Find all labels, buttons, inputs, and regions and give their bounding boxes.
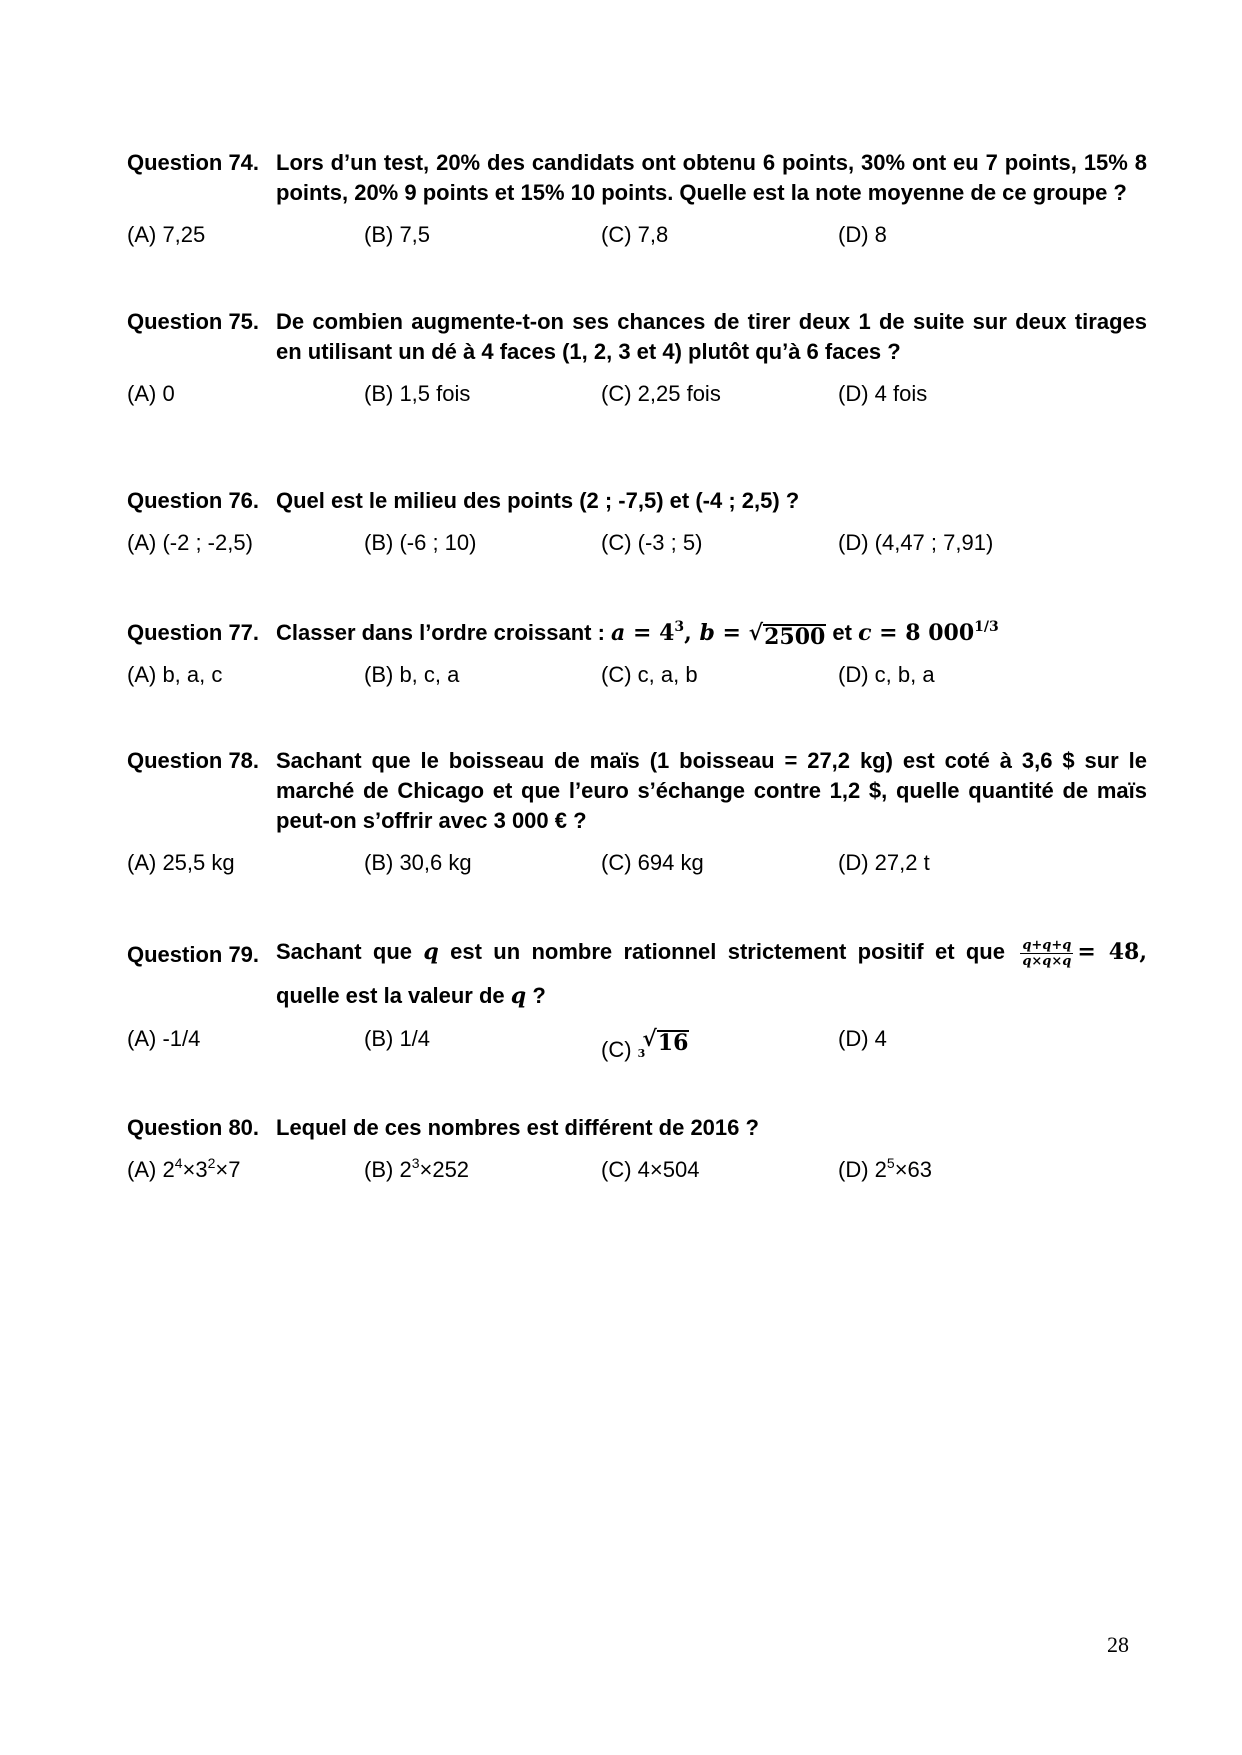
answer-b-exp: 3 bbox=[411, 1155, 420, 1171]
question-header bbox=[127, 148, 1147, 208]
math-expression-c bbox=[858, 620, 999, 646]
question-label: Question 76. bbox=[127, 488, 260, 513]
var-b: b bbox=[699, 620, 715, 646]
question-label: Question 74. bbox=[127, 150, 260, 175]
question-header bbox=[127, 486, 1147, 516]
text-part-2: est un nombre rationnel strictement positif et que bbox=[450, 939, 1005, 964]
answer-a: (A) 25,5 kg bbox=[127, 850, 235, 875]
answer-d: (D) 8 bbox=[838, 222, 887, 247]
answer-c-radicand: 16 bbox=[657, 1030, 689, 1056]
question-label: Question 79. bbox=[127, 942, 260, 967]
fraction-numerator: q+q+q bbox=[1022, 937, 1072, 953]
radical-icon: √ bbox=[642, 1026, 657, 1052]
equals-sign: = bbox=[871, 620, 906, 646]
square-root bbox=[749, 618, 827, 648]
answer-b bbox=[364, 1155, 601, 1185]
c-exponent: 1/3 bbox=[974, 619, 999, 635]
answer-a-mid: ×3 bbox=[182, 1157, 208, 1182]
answer-a bbox=[127, 1155, 364, 1185]
answer-c: (C) 7,8 bbox=[601, 222, 669, 247]
answer-options bbox=[127, 528, 1147, 558]
b-radicand: 2500 bbox=[764, 624, 826, 650]
answer-options bbox=[127, 379, 1147, 409]
question-text bbox=[276, 618, 1147, 648]
answer-a: (A) 0 bbox=[127, 381, 175, 406]
answer-c bbox=[601, 1155, 838, 1185]
var-a: a bbox=[611, 620, 626, 646]
question-header bbox=[127, 746, 1147, 836]
question-label: Question 75. bbox=[127, 309, 260, 334]
var-c: c bbox=[858, 620, 872, 646]
answer-options bbox=[127, 1024, 1147, 1065]
et-word: et bbox=[826, 620, 859, 645]
answer-a-exp1: 4 bbox=[174, 1155, 183, 1171]
answer-d bbox=[838, 1155, 1075, 1185]
question-header bbox=[127, 930, 1147, 1018]
c-base: 8 000 bbox=[905, 620, 975, 646]
answer-d: (D) 27,2 t bbox=[838, 850, 930, 875]
question-text: De combien augmente-t-on ses chances de tirer deux 1 de suite sur deux tirages en utilisant un dé à 4 faces (1, 2, 3 et 4) plutôt qu’à 6 faces ? bbox=[276, 309, 1147, 364]
answer-c: (C) 2,25 fois bbox=[601, 381, 721, 406]
answer-b-prefix: (B) 2 bbox=[364, 1157, 412, 1182]
question-79 bbox=[127, 930, 1147, 1065]
question-text: Sachant que le boisseau de maïs (1 boisseau = 27,2 kg) est coté à 3,6 $ sur le marché de Chicago et que l’euro s’échange contre 1,2 $, quelle quantité de maïs peut-on s’offrir avec 3 000 € ? bbox=[276, 748, 1147, 833]
answer-b-suffix: ×252 bbox=[419, 1157, 470, 1182]
cube-root: 3 √ 16 bbox=[637, 1026, 689, 1060]
question-text: Lequel de ces nombres est différent de 2016 ? bbox=[276, 1115, 759, 1140]
equals-sign: = bbox=[625, 620, 660, 646]
question-header bbox=[127, 618, 1147, 648]
answer-c-label: (C) bbox=[601, 1037, 632, 1062]
question-text-prefix: Classer dans l’ordre croissant : bbox=[276, 620, 605, 645]
separator: , bbox=[684, 620, 700, 646]
question-label: Question 80. bbox=[127, 1115, 260, 1140]
answer-a: (A) (-2 ; -2,5) bbox=[127, 530, 253, 555]
answer-a: (A) b, a, c bbox=[127, 662, 223, 687]
question-78 bbox=[127, 746, 1147, 878]
answer-d-suffix: ×63 bbox=[894, 1157, 933, 1182]
answer-b: (B) (-6 ; 10) bbox=[364, 530, 477, 555]
question-text: Quel est le milieu des points (2 ; -7,5) et (-4 ; 2,5) ? bbox=[276, 488, 800, 513]
radical-icon: √ bbox=[748, 620, 764, 646]
answer-c: (C) c, a, b bbox=[601, 662, 698, 687]
text-part-4: ? bbox=[532, 983, 546, 1008]
question-text bbox=[276, 930, 1147, 1018]
answer-d: (D) 4 bbox=[838, 1026, 887, 1051]
question-text: Lors d’un test, 20% des candidats ont obtenu 6 points, 30% ont eu 7 points, 15% 8 points, 20% 9 points et 15% 10 points. Quelle est la note moyenne de ce groupe ? bbox=[276, 150, 1147, 205]
answer-d-prefix: (D) 2 bbox=[838, 1157, 887, 1182]
answer-d: (D) c, b, a bbox=[838, 662, 935, 687]
question-header bbox=[127, 307, 1147, 367]
text-part-1: Sachant que bbox=[276, 939, 413, 964]
answer-c-text: (C) 4×504 bbox=[601, 1157, 700, 1182]
answer-options bbox=[127, 220, 1147, 250]
question-header bbox=[127, 1113, 1147, 1143]
math-expression bbox=[611, 619, 826, 650]
var-q: q bbox=[423, 939, 439, 965]
question-76 bbox=[127, 486, 1147, 558]
answer-b: (B) 7,5 bbox=[364, 222, 431, 247]
answer-a-prefix: (A) 2 bbox=[127, 1157, 175, 1182]
answer-d: (D) (4,47 ; 7,91) bbox=[838, 530, 994, 555]
var-q: q bbox=[510, 983, 527, 1009]
a-exponent: 3 bbox=[674, 619, 685, 635]
fraction-result: = 48, bbox=[1077, 939, 1147, 965]
text-part-3: quelle est la valeur de bbox=[276, 983, 505, 1008]
a-base: 4 bbox=[659, 620, 675, 646]
question-77 bbox=[127, 618, 1147, 690]
answer-c bbox=[601, 1024, 838, 1065]
answer-options bbox=[127, 848, 1147, 878]
answer-d-exp: 5 bbox=[886, 1155, 895, 1171]
answer-a-suffix: ×7 bbox=[215, 1157, 241, 1182]
answer-a: (A) -1/4 bbox=[127, 1026, 201, 1051]
answer-options bbox=[127, 1155, 1147, 1185]
answer-b: (B) 1/4 bbox=[364, 1026, 431, 1051]
answer-b: (B) 30,6 kg bbox=[364, 850, 472, 875]
answer-c: (C) 694 kg bbox=[601, 850, 704, 875]
question-80 bbox=[127, 1113, 1147, 1185]
fraction-denominator: q×q×q bbox=[1022, 953, 1072, 969]
fraction bbox=[1020, 938, 1073, 969]
answer-options bbox=[127, 660, 1147, 690]
answer-a-exp2: 2 bbox=[207, 1155, 216, 1171]
equals-sign: = bbox=[714, 620, 749, 646]
question-75 bbox=[127, 307, 1147, 409]
answer-d: (D) 4 fois bbox=[838, 381, 928, 406]
answer-b: (B) b, c, a bbox=[364, 662, 460, 687]
answer-a: (A) 7,25 bbox=[127, 222, 206, 247]
page-number: 28 bbox=[1107, 1632, 1129, 1657]
answer-c: (C) (-3 ; 5) bbox=[601, 530, 703, 555]
question-74 bbox=[127, 148, 1147, 250]
question-label: Question 78. bbox=[127, 748, 260, 773]
answer-b: (B) 1,5 fois bbox=[364, 381, 471, 406]
question-label: Question 77. bbox=[127, 620, 260, 645]
